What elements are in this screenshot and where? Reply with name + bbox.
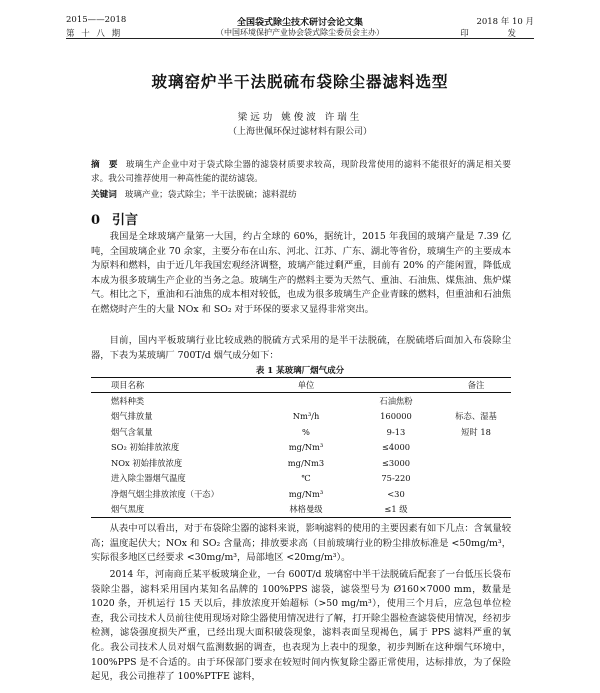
table-cell: ≤4000	[381, 442, 411, 453]
table-cell: mg/Nm³	[288, 488, 324, 499]
header-organizer: （中国环境保护产业协会袋式除尘委员会主办）	[216, 28, 384, 37]
paper-title: 玻璃窑炉半干法脱硫布袋除尘器滤料选型	[151, 72, 449, 91]
header-divider	[66, 38, 534, 39]
table-row	[91, 409, 511, 425]
table-cell: 160000	[380, 411, 412, 422]
table-row	[91, 424, 511, 440]
table-caption: 表 1 某玻璃厂烟气成分	[255, 366, 345, 376]
table-cell	[441, 471, 511, 487]
header-years: 2015——2018	[66, 15, 127, 25]
table-cell	[441, 455, 511, 471]
paragraph-desulfurization: 目前，国内平板玻璃行业比较成熟的脱硫方式采用的是半干法脱硫，在脱硫塔后面加入布袋除尘器，下表为某玻璃厂 700T/d 烟气成分如下：	[91, 335, 511, 361]
paper-affiliation: （上海世佩环保过滤材料有限公司）	[227, 127, 372, 137]
table-row	[91, 471, 511, 487]
table-cell: 75-220	[381, 473, 411, 484]
abstract	[91, 158, 511, 186]
table-cell: 烟气含氧量	[111, 426, 153, 437]
paragraph-case-study: 2014 年，河南商丘某平板玻璃企业，一台 600T/d 玻璃窑中半干法脱硫后配套了一台低压长袋布袋除尘器，滤料采用国内某知名品牌的 100%PPS 滤袋，滤袋型号为 Ø160×7000 mm，数量是 1020 条，开机运行 15 天以后，排放浓度开始超标（>50 mg/m³），使用三个月后，应急包单位检查，我公司技术人员前往使用现场对除尘器使用情况进行了解，打开除尘器检查滤袋使用情况，经初步检测，滤袋强度损失严重，已经出现大面积破袋现象，滤料表面呈现褐色，属于 PPS 滤料严重的氧化。我公司技术人员对烟气监测数据的调查，也表现为上表中的现象，初步判断在这种烟气环境中，100%PPS 是不合适的。由于环保部门要求在较短时间内恢复除尘器正常使用，达标排放，为了保险起见，我公司推荐了 100%PTFE 滤料，	[91, 569, 511, 683]
abstract-label: 摘 要	[91, 160, 118, 170]
table-header-cell: 项目名称	[91, 378, 261, 393]
table-cell: 林格曼级	[261, 502, 351, 518]
table-row	[91, 502, 511, 518]
table-cell: ℃	[301, 473, 311, 484]
table-cell: 标态、湿基	[455, 411, 497, 422]
table-cell	[441, 502, 511, 518]
table-cell: ≤3000	[381, 457, 411, 468]
table-cell: SO₂ 初始排放浓度	[111, 442, 180, 453]
table-cell: 9-13	[386, 426, 406, 437]
table-header-cell: 单位	[261, 378, 351, 393]
keywords-label: 关键词	[91, 190, 117, 200]
table-cell: 石油焦粉	[379, 395, 413, 406]
table-cell: ≤1 级	[351, 502, 441, 518]
table-cell: 进入除尘器烟气温度	[111, 473, 186, 484]
paragraph-intro: 我国是全球玻璃产量第一大国，约占全球的 60%，据统计，2015 年我国的玻璃产量是 7.39 亿吨，全国玻璃企业 70 余家，主要分布在山东、河北、江苏、广东、湖北等省份，玻璃生产的主要成本为原料和燃料，由于近几年我国宏观经济调整，玻璃产能过剩严重，目前有 20% 的产能闲置，降低成本成为很多玻璃生产企业的当务之急。玻璃生产的燃料主要为天然气、重油、石油焦、煤焦油、焦炉煤气。相比之下，重油和石油焦的成本相对较低，也成为很多玻璃生产企业青睐的燃料，但重油和石油焦在燃烧时产生的大量 NOx 和 SO₂ 对于环保的要求又显得非常突出。	[91, 231, 511, 315]
table-row	[91, 486, 511, 502]
flue-gas-table	[91, 377, 511, 518]
keywords-text: 玻璃产业；袋式除尘；半干法脱硫；滤料混纺	[124, 190, 297, 200]
header-printed: 印 发	[460, 29, 534, 39]
table-cell: mg/Nm³	[288, 442, 324, 453]
table-row	[91, 393, 511, 409]
table-cell: Nm³/h	[292, 411, 320, 422]
table-cell: 烟气排放量	[111, 411, 153, 422]
table-cell: 烟气黑度	[91, 502, 261, 518]
table-row	[91, 440, 511, 456]
table-cell	[261, 393, 351, 409]
table-cell: mg/Nm3	[287, 457, 325, 468]
section-heading	[91, 209, 138, 228]
table-cell	[441, 440, 511, 456]
table-cell: 短时 18	[461, 426, 491, 437]
paragraph-filter-factors: 从表中可以看出，对于布袋除尘器的滤料来说，影响滤料的使用的主要因素有如下几点：含氧量较高；温度起伏大；NOx 和 SO₂ 含量高；排放要求高（目前玻璃行业的粉尘排放标准是 <50mg/m³，实际很多地区已经要求 <30mg/m³，局部地区 <20mg/m³）。	[91, 523, 511, 564]
section-title: 引言	[112, 213, 139, 228]
abstract-text: 玻璃生产企业中对于袋式除尘器的滤袋材质要求较高，现阶段常使用的滤料不能很好的满足相关要求。我公司推荐使用一种高性能的混纺滤袋。	[91, 160, 511, 184]
header-proceedings-title: 全国袋式除尘技术研讨会论文集	[236, 18, 363, 28]
table-cell: NOx 初始排放浓度	[111, 457, 183, 468]
table-cell: 燃料种类	[111, 395, 145, 406]
table-header-cell	[351, 378, 441, 393]
table-cell: <30	[387, 488, 405, 499]
table-cell	[441, 486, 511, 502]
table-header-cell: 备注	[441, 378, 511, 393]
table-row	[91, 455, 511, 471]
table-cell: 净烟气烟尘排放浓度（干态）	[111, 488, 219, 499]
table-cell: %	[302, 426, 310, 437]
header-issue: 第 十 八 期	[66, 29, 123, 39]
paper-authors: 梁远功 姚俊波 许瑞生	[237, 112, 363, 123]
table-header-row	[91, 378, 511, 393]
section-number: 0	[91, 213, 101, 228]
running-header	[66, 15, 534, 49]
table-cell	[441, 393, 511, 409]
keywords	[91, 188, 511, 200]
header-date: 2018 年 10 月	[476, 17, 534, 27]
